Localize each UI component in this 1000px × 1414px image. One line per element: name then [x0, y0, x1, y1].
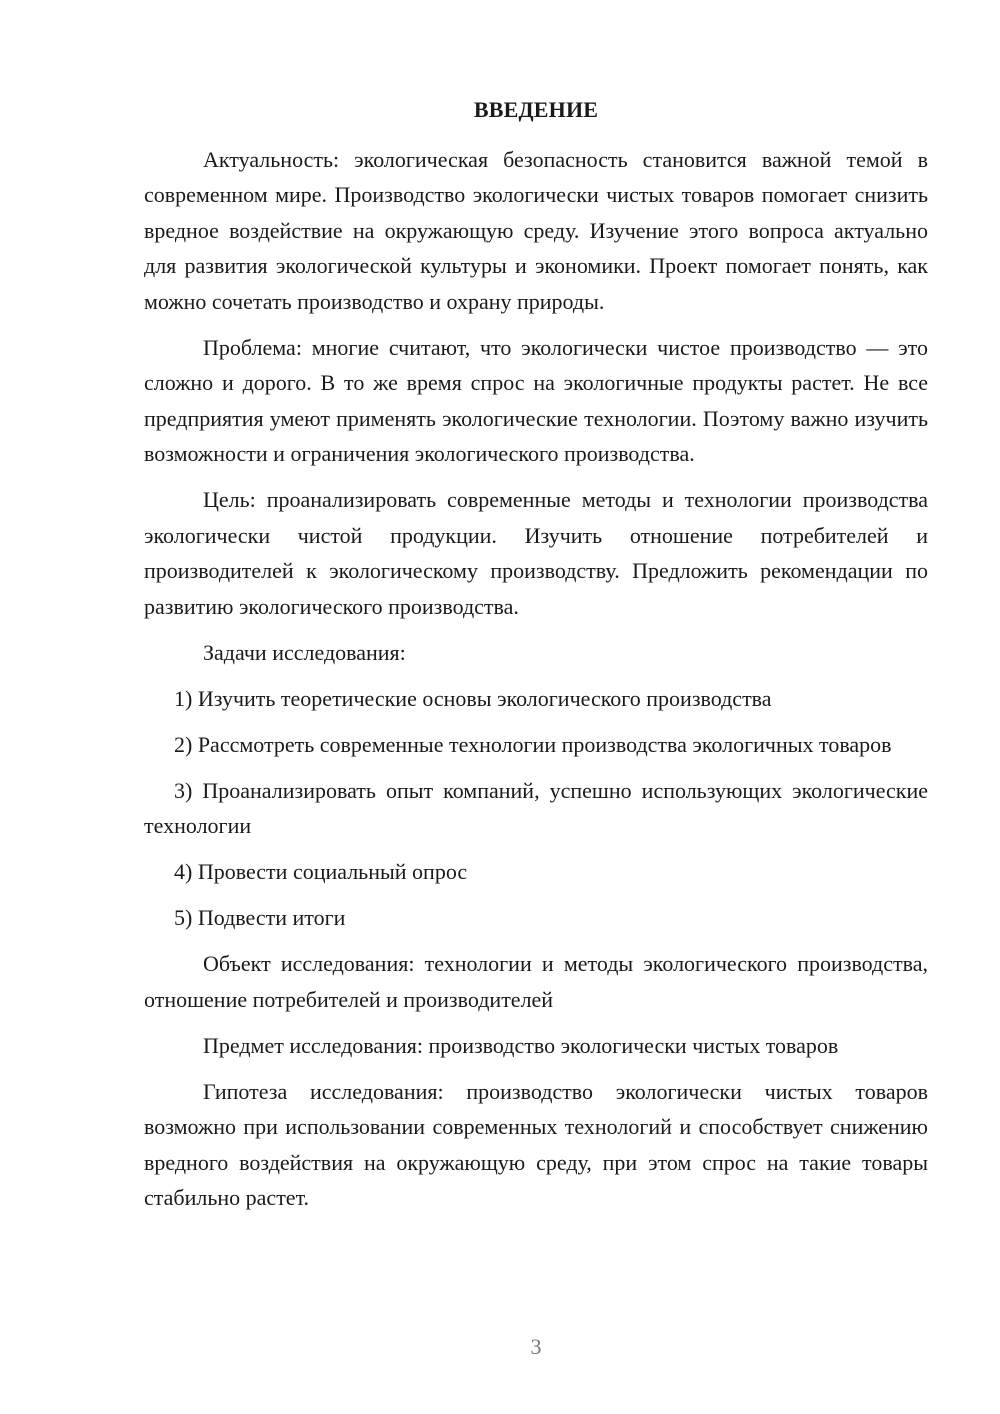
tasks-heading: Задачи исследования: [203, 639, 406, 665]
object-paragraph: Объект исследования: технологии и методы экологического производства, отношение потребителей и производителей [144, 951, 928, 1012]
goal-paragraph: Цель: проанализировать современные методы и технологии производства экологически чистой продукции. Изучить отношение потребителей и производителей к экологическому производству. Предложить рекомендации по развитию экологического производства. [144, 487, 928, 619]
relevance-paragraph: Актуальность: экологическая безопасность становится важной темой в современном мире. Производство экологически чистых товаров помогает снизить вредное воздействие на окружающую среду. Изучение этого вопроса актуально для развития экологической культуры и экономики. Проект помогает понять, как можно сочетать производство и охрану природы. [144, 146, 928, 314]
hypothesis-paragraph: Гипотеза исследования: производство экологически чистых товаров возможно при использовании современных технологий и способствует снижению вредного воздействия на окружающую среду, при этом спрос на такие товары стабильно растет. [144, 1078, 928, 1210]
section-title: ВВЕДЕНИЕ [473, 97, 599, 122]
problem-paragraph: Проблема: многие считают, что экологически чистое производство — это сложно и дорого. В то же время спрос на экологичные продукты растет. Не все предприятия умеют применять экологические технологии. Поэтому важно изучить возможности и ограничения экологического производства. [144, 334, 928, 466]
task-item-5: 5) Подвести итоги [174, 905, 346, 930]
task-item-2: 2) Рассмотреть современные технологии производства экологичных товаров [174, 731, 892, 757]
page-number: 3 [530, 1334, 542, 1359]
task-item-1: 1) Изучить теоретические основы экологического производства [174, 685, 772, 711]
subject-paragraph: Предмет исследования: производство экологически чистых товаров [203, 1032, 839, 1058]
task-item-4: 4) Провести социальный опрос [174, 859, 468, 884]
document-page [144, 92, 928, 1226]
task-item-3: 3) Проанализировать опыт компаний, успешно использующих экологические технологии [144, 777, 928, 838]
